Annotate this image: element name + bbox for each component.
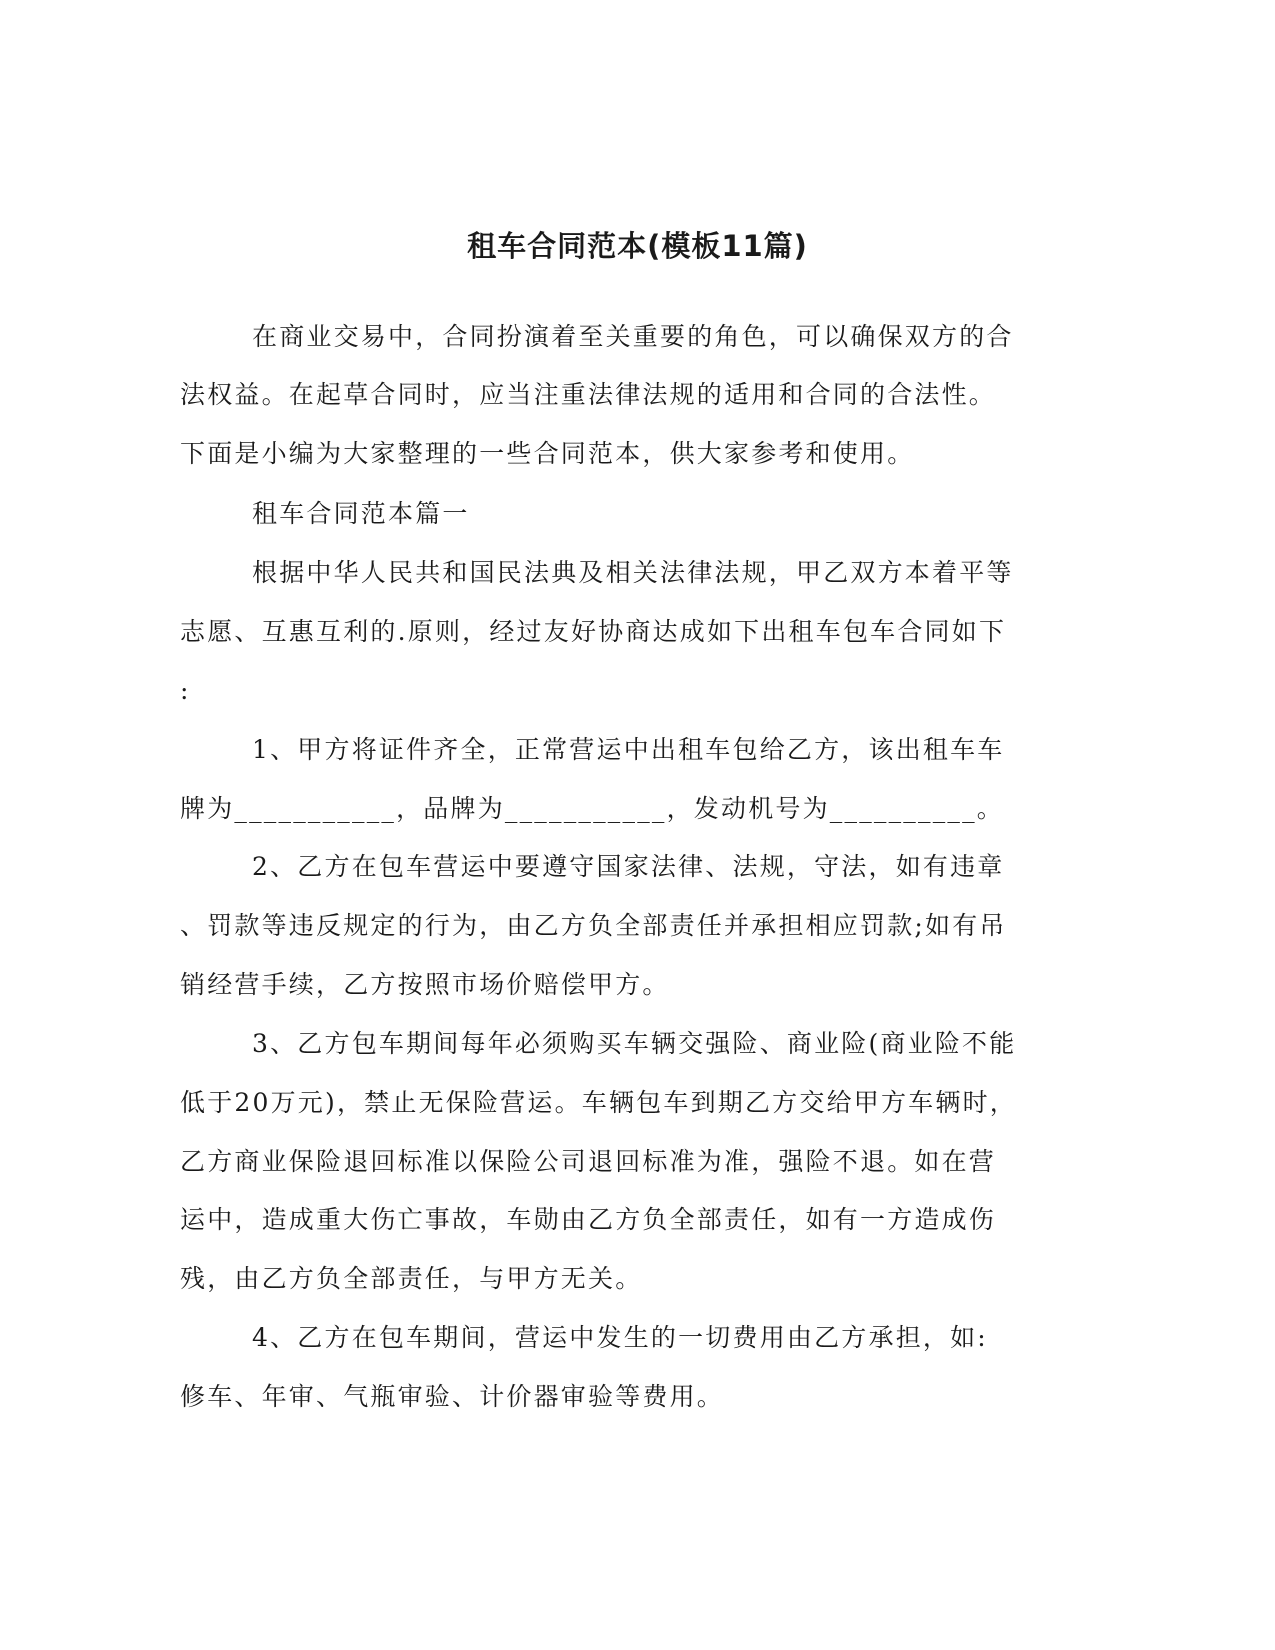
clause-2-line-1: 2、乙方在包车营运中要遵守国家法律、法规，守法，如有违章 xyxy=(252,852,1005,881)
section-heading: 租车合同范本篇一 xyxy=(252,499,470,528)
clause-4-line-2: 修车、年审、气瓶审验、计价器审验等费用。 xyxy=(180,1382,725,1411)
clause-3-line-1: 3、乙方包车期间每年必须购买车辆交强险、商业险(商业险不能 xyxy=(252,1029,1017,1058)
clause-3-line-2: 低于20万元)，禁止无保险营运。车辆包车到期乙方交给甲方车辆时， xyxy=(180,1088,1017,1117)
document-title: 租车合同范本(模板11篇) xyxy=(467,229,808,264)
preamble-line-1: 根据中华人民共和国民法典及相关法律法规，甲乙双方本着平等 xyxy=(252,558,1014,587)
clause-2-line-2: 、罚款等违反规定的行为，由乙方负全部责任并承担相应罚款;如有吊 xyxy=(180,911,1007,940)
preamble-line-2: 志愿、互惠互利的.原则，经过友好协商达成如下出租车包车合同如下 xyxy=(180,617,1007,646)
clause-1-line-1: 1、甲方将证件齐全，正常营运中出租车包给乙方，该出租车车 xyxy=(252,735,1005,764)
intro-line-3: 下面是小编为大家整理的一些合同范本，供大家参考和使用。 xyxy=(180,439,915,468)
clause-3-line-3: 乙方商业保险退回标准以保险公司退回标准为准，强险不退。如在营 xyxy=(180,1147,997,1176)
clause-3-line-4: 运中，造成重大伤亡事故，车勋由乙方负全部责任，如有一方造成伤 xyxy=(180,1205,997,1234)
preamble-line-3: : xyxy=(180,676,191,705)
clause-4-line-1: 4、乙方在包车期间，营运中发生的一切费用由乙方承担，如: xyxy=(252,1323,988,1352)
intro-line-2: 法权益。在起草合同时，应当注重法律法规的适用和合同的合法性。 xyxy=(180,380,997,409)
clause-2-line-3: 销经营手续，乙方按照市场价赔偿甲方。 xyxy=(180,970,670,999)
clause-3-line-5: 残，由乙方负全部责任，与甲方无关。 xyxy=(180,1264,643,1293)
clause-1-line-2: 牌为___________，品牌为___________，发动机号为__________。 xyxy=(180,794,1005,823)
intro-line-1: 在商业交易中，合同扮演着至关重要的角色，可以确保双方的合 xyxy=(252,322,1014,351)
